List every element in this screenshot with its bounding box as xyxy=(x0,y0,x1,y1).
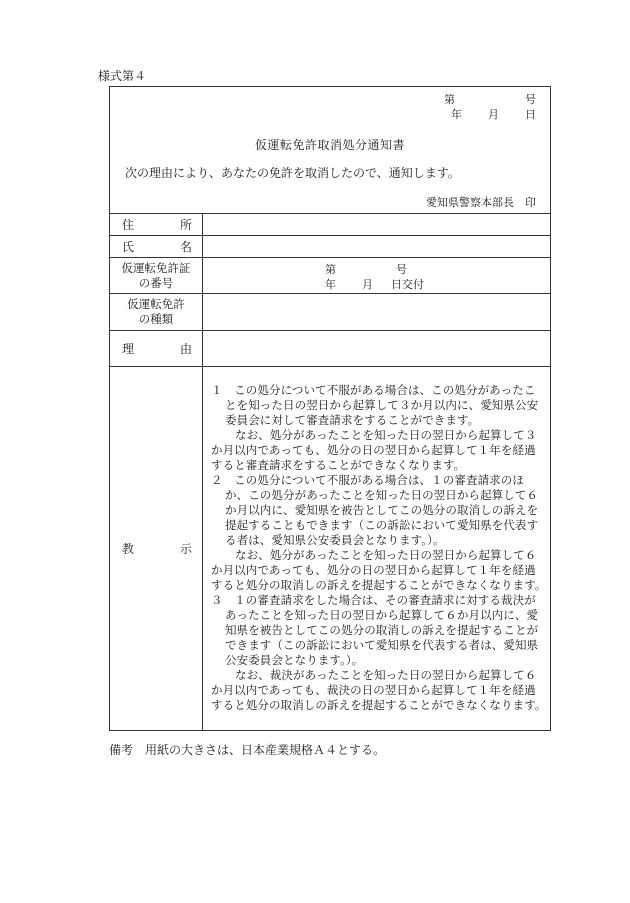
instructions-label xyxy=(110,367,203,730)
label-line: の種類 xyxy=(138,312,174,326)
label-line: 仮運転免許証 xyxy=(121,260,191,275)
license-number-label xyxy=(110,258,203,293)
number-prefix: 第 xyxy=(444,93,455,106)
remark: 備考 用紙の大きさは、日本産業規格Ａ４とする。 xyxy=(109,743,386,757)
issue-month: 月 xyxy=(362,278,373,291)
issue-day: 日交付 xyxy=(391,278,424,291)
label-char: 教 xyxy=(122,542,135,556)
label-char: 名 xyxy=(179,240,192,254)
instruction-paragraph: なお、処分があったことを知った日の翌日から起算して６か月以内であっても、処分の日の翌日から起算して１年を経過すると処分の取消しの訴えを提起することができなくなります。 xyxy=(211,548,547,592)
reason-label xyxy=(110,331,203,366)
license-number-prefix: 第 xyxy=(325,263,336,276)
date-year: 年 xyxy=(451,108,462,121)
license-type-row xyxy=(110,294,550,331)
instructions-row xyxy=(110,367,550,730)
name-field[interactable] xyxy=(203,236,550,257)
instruction-item: １ この処分について不服がある場合は、この処分があったことを知った日の翌日から起算して３か月以内に、愛知県公安委員会に対して審査請求をすることができます。 xyxy=(211,383,539,427)
label-char: 所 xyxy=(179,217,192,232)
label-char: 理 xyxy=(122,342,135,356)
notice-form xyxy=(109,86,551,731)
license-type-label xyxy=(110,294,203,330)
issue-year: 年 xyxy=(325,278,336,291)
form-number: 様式第４ xyxy=(98,69,147,83)
label-char: 示 xyxy=(179,542,192,556)
instruction-item: ３ １の審査請求をした場合は、その審査請求に対する裁決があったことを知った日の翌日から起算して６か月以内に、愛知県を被告としてこの処分の取消しの訴えを提起することができます（この訴訟において愛知県を代表する者は、愛知県公安委員会となります。）。 xyxy=(211,593,539,667)
address-label xyxy=(110,213,203,235)
address-row xyxy=(110,213,550,236)
label-char: 氏 xyxy=(122,240,135,254)
label-char: 住 xyxy=(122,217,135,232)
form-header xyxy=(110,87,550,214)
number-suffix: 号 xyxy=(525,93,536,106)
reason-row xyxy=(110,331,550,367)
intro-text: 次の理由により、あなたの免許を取消したので、通知します。 xyxy=(125,166,460,180)
document-number-line xyxy=(444,91,536,107)
reason-field[interactable] xyxy=(203,331,550,366)
instructions-text xyxy=(211,383,547,713)
name-label xyxy=(110,236,203,257)
license-number-field[interactable] xyxy=(203,258,550,293)
signer: 愛知県警察本部長 印 xyxy=(426,196,536,209)
date-month: 月 xyxy=(488,108,499,121)
name-row xyxy=(110,236,550,258)
date-day: 日 xyxy=(525,108,536,121)
document-title: 仮運転免許取消処分通知書 xyxy=(254,138,405,152)
license-number-row xyxy=(110,258,550,294)
instruction-item: ２ この処分について不服がある場合は、１の審査請求のほか、この処分があったことを知った日の翌日から起算して６か月以内に、愛知県を被告としてこの処分の取消しの訴えを提起することもできます（この訴訟において愛知県を代表する者は、愛知県公安委員会となります。）。 xyxy=(211,473,539,547)
address-field[interactable] xyxy=(203,213,550,235)
license-number-suffix: 号 xyxy=(396,263,407,276)
document-date-line xyxy=(451,106,536,122)
instruction-paragraph: なお、裁決があったことを知った日の翌日から起算して６か月以内であっても、裁決の日の翌日から起算して１年を経過すると処分の取消しの訴えを提起することができなくなります。 xyxy=(211,668,547,712)
label-line: 仮運転免許 xyxy=(127,297,185,311)
label-line: の番号 xyxy=(138,275,174,290)
license-number-format xyxy=(325,262,424,292)
instruction-paragraph: なお、処分があったことを知った日の翌日から起算して３か月以内であっても、処分の日の翌日から起算して１年を経過すると審査請求をすることができなくなります。 xyxy=(211,428,537,472)
license-type-field[interactable] xyxy=(203,294,550,330)
label-char: 由 xyxy=(179,342,192,356)
